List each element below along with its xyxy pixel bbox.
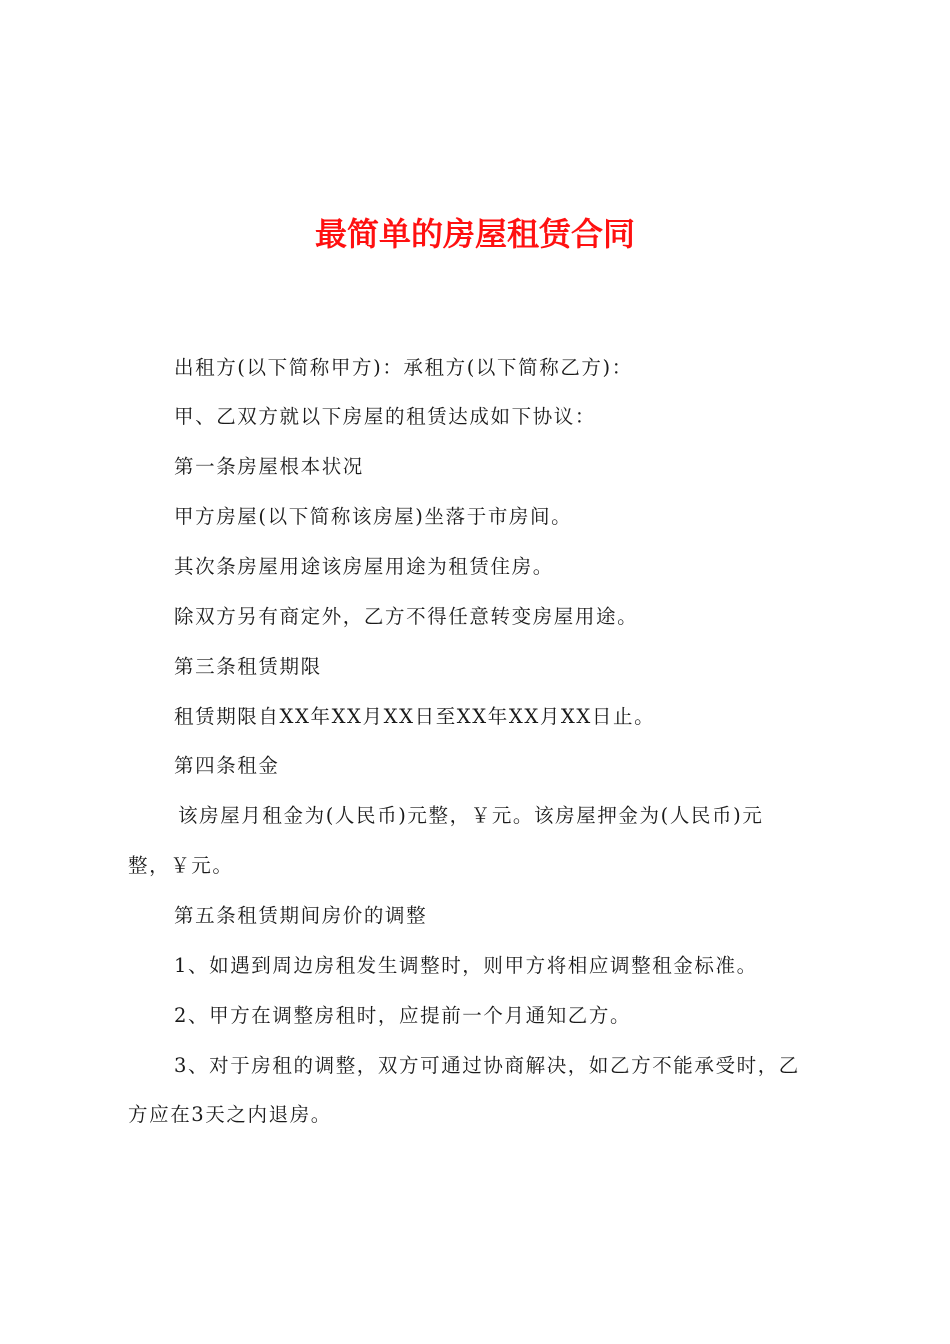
article-5-heading: 第五条租赁期间房价的调整 bbox=[174, 904, 428, 927]
article-4-heading: 第四条租金 bbox=[174, 754, 280, 777]
rent-line-2: 整，￥元。 bbox=[128, 854, 234, 877]
article-1-body: 甲方房屋(以下简称该房屋)坐落于市房间。 bbox=[174, 505, 573, 528]
article-1-heading: 第一条房屋根本状况 bbox=[174, 455, 364, 478]
adjust-item-2: 2、甲方在调整房租时，应提前一个月通知乙方。 bbox=[174, 1004, 632, 1027]
adjust-item-3-line-1: 3、对于房租的调整，双方可通过协商解决，如乙方不能承受时，乙 bbox=[174, 1054, 800, 1077]
document-title: 最简单的房屋租赁合同 bbox=[314, 215, 635, 253]
parties-line: 出租方(以下简称甲方)：承租方(以下简称乙方)： bbox=[174, 356, 633, 379]
agreement-intro: 甲、乙双方就以下房屋的租赁达成如下协议： bbox=[174, 405, 597, 428]
article-3-body: 租赁期限自XX年XX月XX日至XX年XX月XX日止。 bbox=[174, 705, 656, 728]
article-3-heading: 第三条租赁期限 bbox=[174, 655, 322, 678]
adjust-item-3-line-2: 方应在3天之内退房。 bbox=[128, 1103, 332, 1126]
article-2-body: 其次条房屋用途该房屋用途为租赁住房。 bbox=[174, 555, 554, 578]
adjust-item-1: 1、如遇到周边房租发生调整时，则甲方将相应调整租金标准。 bbox=[174, 954, 758, 977]
rent-line-1: 该房屋月租金为(人民币)元整，￥元。该房屋押金为(人民币)元 bbox=[178, 804, 764, 827]
article-2-restriction: 除双方另有商定外，乙方不得任意转变房屋用途。 bbox=[174, 605, 639, 628]
